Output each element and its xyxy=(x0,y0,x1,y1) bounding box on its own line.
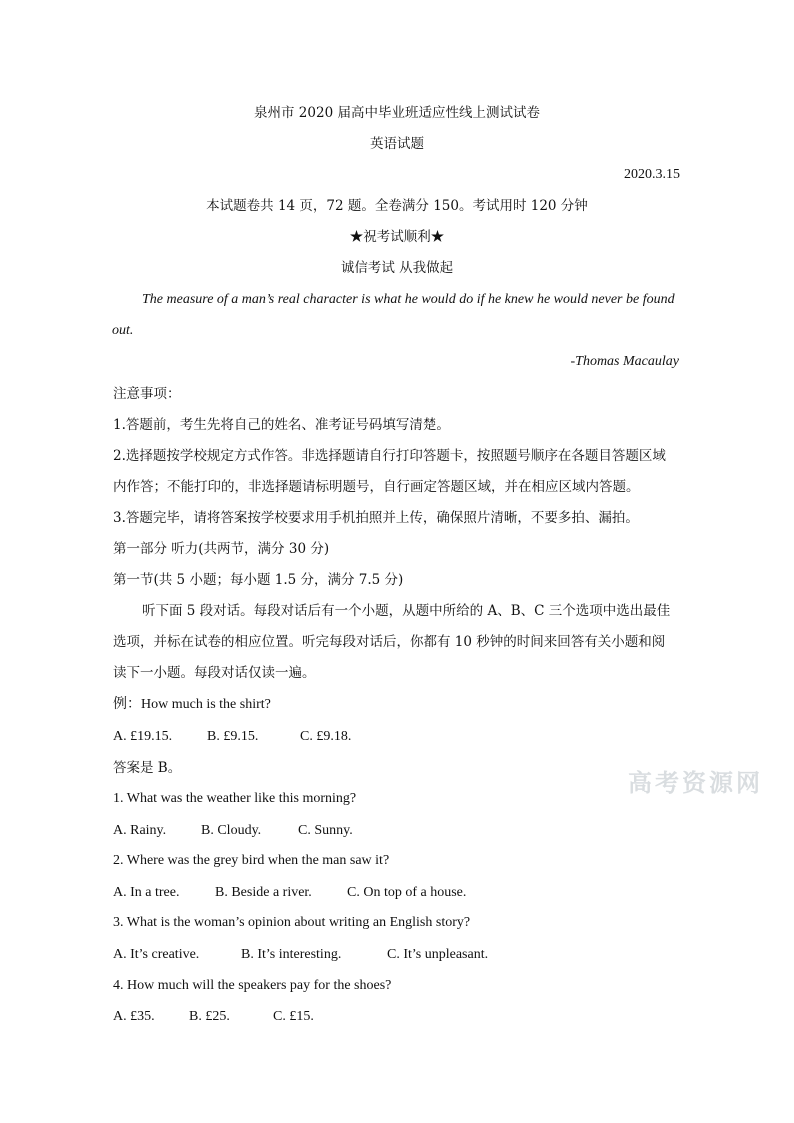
quote-line-1: The measure of a man’s real character is what he would do if he knew he would never be found xyxy=(142,292,675,307)
exam-date: 2020.3.15 xyxy=(624,167,680,182)
question-2-option-a: A. In a tree. xyxy=(113,885,180,900)
part-one-heading: 第一部分 听力(共两节，满分 30 分) xyxy=(113,541,330,557)
exam-info: 本试题卷共 14 页，72 题。全卷满分 150。考试用时 120 分钟 xyxy=(206,198,588,214)
question-4-option-c: C. £15. xyxy=(273,1009,314,1024)
example-answer: 答案是 B。 xyxy=(113,760,182,776)
question-3-option-c: C. It’s unpleasant. xyxy=(387,947,489,962)
question-3-option-b: B. It’s interesting. xyxy=(241,947,342,962)
question-1: 1. What was the weather like this morning? xyxy=(113,791,357,806)
example-option-a: A. £19.15. xyxy=(113,729,173,744)
quote-author: -Thomas Macaulay xyxy=(570,354,679,369)
subject-title: 英语试题 xyxy=(370,136,424,152)
instructions-line-3: 读下一小题。每段对话仅读一遍。 xyxy=(113,665,316,681)
example-option-b: B. £9.15. xyxy=(207,729,259,744)
question-3-option-a: A. It’s creative. xyxy=(113,947,200,962)
question-1-option-b: B. Cloudy. xyxy=(201,823,262,838)
note-item-2-line-1: 2.选择题按学校规定方式作答。非选择题请自行打印答题卡，按照题号顺序在各题目答题区域 xyxy=(113,448,666,464)
question-1-option-c: C. Sunny. xyxy=(298,823,353,838)
example-question: 例：How much is the shirt? xyxy=(113,697,271,712)
section-one-heading: 第一节(共 5 小题；每小题 1.5 分，满分 7.5 分) xyxy=(113,572,404,588)
quote-line-2: out. xyxy=(112,323,134,338)
instructions-line-2: 选项，并标在试卷的相应位置。听完每段对话后，你都有 10 秒钟的时间来回答有关小题和阅 xyxy=(113,634,666,650)
example-option-c: C. £9.18. xyxy=(300,729,352,744)
instructions-line-1: 听下面 5 段对话。每段对话后有一个小题，从题中所给的 A、B、C 三个选项中选出最佳 xyxy=(142,603,671,619)
question-1-option-a: A. Rainy. xyxy=(113,823,167,838)
question-2-option-c: C. On top of a house. xyxy=(347,885,467,900)
exam-wish: ★祝考试顺利★ xyxy=(349,229,445,245)
note-item-2-line-2: 内作答；不能打印的，非选择题请标明题号，自行画定答题区域，并在相应区域内答题。 xyxy=(113,479,640,495)
watermark: 高考资源网 xyxy=(628,769,763,797)
exam-motto: 诚信考试 从我做起 xyxy=(340,260,454,276)
question-4-option-a: A. £35. xyxy=(113,1009,155,1024)
question-4-option-b: B. £25. xyxy=(189,1009,230,1024)
note-item-3: 3.答题完毕，请将答案按学校要求用手机拍照并上传，确保照片清晰，不要多拍、漏拍。 xyxy=(113,510,639,526)
note-item-1: 1.答题前，考生先将自己的姓名、准考证号码填写清楚。 xyxy=(113,417,450,433)
question-3: 3. What is the woman’s opinion about writing an English story? xyxy=(113,915,471,930)
exam-title: 泉州市 2020 届高中毕业班适应性线上测试试卷 xyxy=(254,105,540,121)
question-2-option-b: B. Beside a river. xyxy=(215,885,312,900)
question-2: 2. Where was the grey bird when the man saw it? xyxy=(113,853,390,868)
question-4: 4. How much will the speakers pay for the shoes? xyxy=(113,978,392,993)
notes-heading: 注意事项： xyxy=(113,386,181,402)
